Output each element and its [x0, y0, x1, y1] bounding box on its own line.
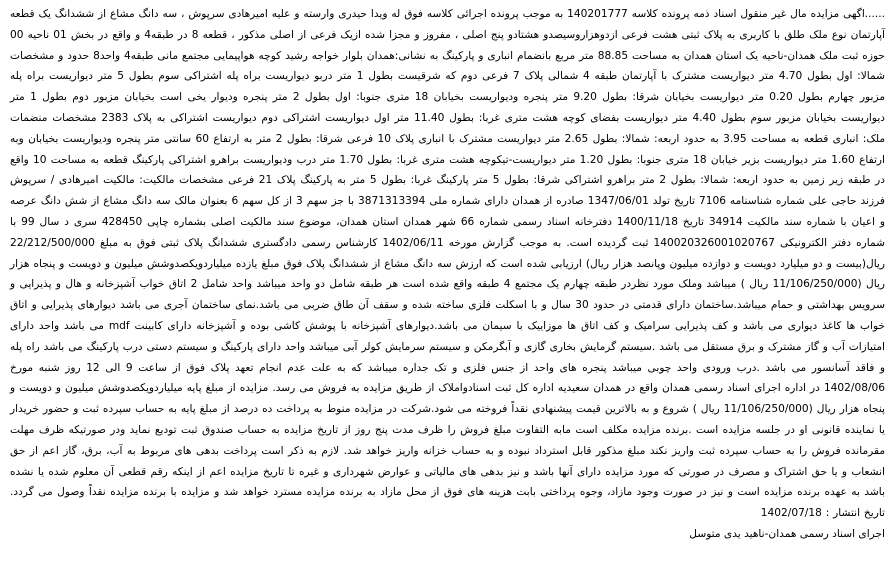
notice-signature: اجرای اسناد رسمی همدان-ناهید یدی متوسل — [689, 527, 885, 540]
notice-body-text: ......اگهی مزایده مال غیر منقول اسناد ذمه پرونده کلاسه 140201777 به موجب پرونده اجرائی کلاسه فوق له ویدا حیدری وارسته و علیه امیرهادی سرپوش ، سه دانگ مشاع از ششدانگ یک قطعه آپارتمان نوع ملک طلق با کاربری به پلاک ثبتی هشت فرعی ازدوهزاروسیصدو هشتادو پنج اصلی ، مفروز و مجزا شده ازیک فرعی از اصلی مذکور ، قطعه 8 در طبقه4 و واقع در بخش 01 ناحیه 00 حوزه ثبت ملک همدان-ناحیه یک استان همدان به مساحت 88.85 متر مربع بانضمام انباری و پارکینگ به نشانی:همدان بلوار خواجه رشید کوچه هواپیمایی مجتمع مانی طبقه4 واحد8 حدود و مشخصات شمالا: اول بطول 4.70 متر دیواریست مشترک با آپارتمان طبقه 4 شمالی پلاک 7 فرعی دوم که شرقیست بطول 1 متر دربو دیواریست براه پله اشتراکی سوم بطول 5 متر دیواریست براه پله مزبور چهارم بطول 0.20 متر دیواریست بخیابان شرقا: بطول 9.20 متر پنجره ودیواریست بخیابان 18 متری جنوبا: اول بطول 2 متر پنجره ودیوار یخی است بخیابان مزبور دوم بطول 1 متر دیواریست بخیابان مزبور سوم بطول 4.40 متر دیواریست بفضای کوچه هشت متری غربا: بطول 11.40 متر اول دیواریست اشتراکی دوم دیواریست اشتراکی به پلاک 2383 مشخصات منضمات ملک: انباری قطعه به مساحت 3.95 به حدود اربعه: شمالا: بطول 2.65 متر دیواریست مشترک با انباری پلاک 10 فرعی شرقا: بطول 2 متر به ارتفاع 60 سانتی متر پنجره ودیواریست بخیابان وبه ارتفاع 1.60 متر دیواریست بزیر خیابان 18 متری جنوبا: بطول 1.20 متر دیواریست-تیکوچه هشت متری غربا: بطول 1.70 متر درب ودیواریست براهرو اشتراکی پارکینگ قطعه به مساحت 10 واقع در طبقه زیر زمین به حدود اربعه: شمالا: بطول 2 متر براهرو اشتراکی شرقا: بطول 5 متر پارکینگ غربا: بطول 5 متر به پارکینگ پلاک 21 فرعی مشخصات مالکیت: مالکیت امیرهادی / سرپوش فرزند حاجی علی شماره شناسنامه 7106 تاریخ تولد 1347/06/01 صادره از همدان دارای شماره ملی 3871313394 با جز سهم 3 از کل سهم 6 بعنوان مالک سه دانگ مشاع از شش دانگ عرصه و اعیان با شماره سند مالکیت 34914 تاریخ 1400/11/18 دفترخانه اسناد رسمی شماره 66 شهر همدان استان همدان، موضوع سند مالکیت اصلی بشماره چاپی 428450 سری د سال 99 با شماره دفتر الکترونیکی 140020326001020767 ثبت گردیده است. به موجب گزارش مورخه 1402/06/11 کارشناس رسمی دادگستری ششدانگ پلاک ثبتی فوق به مبلغ 22/212/500/000 ریال(بیست و دو میلیارد دویست و دوازده میلیون وپانصد هزار ریال) ارزیابی شده است که ارزش سه دانگ مشاع از ششدانگ پلاک فوق مبلغ یازده میلیاردویکصدوشش میلیون و دویست و پنجاه هزار ریال (11/106/250/000 ریال ) میباشد وملک مورد نظردر طبقه چهارم یک مجتمع 4 طبقه واقع شده است هر طبقه شامل دو واحد میباشد واحد شامل 2 اتاق خواب آشپزخانه و هال و پذیرایی و سرویس بهداشتی و حمام میباشد.ساختمان دارای قدمتی در حدود 30 سال و با اسکلت فلزی ساخته شده و سقف آن طاق ضربی می باشد.نمای ساختمان آجری می باشد دیوارهای پذیرایی و اتاق خواب ها کاغذ دیواری می باشد و کف پذیرایی سرامیک و کف اتاق ها موزاییک با سیمان می باشد.دیوارهای آشپزخانه با پوشش کاشی بوده و آشپزخانه دارای کابینت mdf می باشد واحد دارای امتیازات آب و گاز مشترک و برق مستقل می باشد .سیستم گرمایش بخاری گازی و آبگرمکن و سیستم سرمایش کولر آبی میباشد واحد دارای پارکینگ و سیستم دستی درب پارکینگ می باشد راه پله و فاقد آسانسور می باشد .درب ورودی واحد چوبی میباشد پنجره های واحد از جنس فلزی و تک جداره میباشد که به علت عدم انجام تعهد پلاک فوق از ساعت 9 الی 12 روز شنبه مورخ 1402/08/06 در اداره اجرای اسناد رسمی همدان واقع در همدان سعیدیه اداره کل ثبت اسنادواملاک از طریق مزایده به فروش می رسد. مزایده از مبلغ پایه میلیاردویکصدوشش میلیون و دویست و پنجاه هزار ریال (11/106/250/000 ریال ) شروع و به بالاترین قیمت پیشنهادی نقداً فروخته می شود.شرکت در مزایده منوط به پرداخت ده درصد از مبلغ پایه به حساب سپرده ثبت و حضور خریدار یا نماینده قانونی او در جلسه مزایده است .برنده مزایده مکلف است مابه التفاوت مبلغ فروش را ظرف مدت پنج روز از تاریخ مزایده به حساب صندوق ثبت تودیع نماید ودر صورتیکه ظرف مهلت مقرمانده فروش را به حساب سپرده ثبت واریز نکند مبلغ مذکور قابل استرداد نبوده و به حساب خزانه واریز خواهد شد. لازم به ذکر است پرداخت بدهی های مربوط به آب، برق، گاز اعم از حق انشعاب و یا حق اشتراک و مصرف در صورتی که مورد مزایده دارای آنها باشد و نیز بدهی های مالیاتی و عوارض شهرداری و غیره تا تاریخ مزایده اعم از اینکه رقم قطعی آن معلوم شده یا نشده باشد به عهده برنده مزایده است و نیز در صورت وجود مازاد، وجوه پرداختی بابت هزینه های فوق از محل مازاد به برنده مزایده مسترد خواهد شد و مزایده با برنده مزایده نقداً وصول می گردد. تاریخ انتشار : 1402/07/18 — [10, 8, 886, 520]
